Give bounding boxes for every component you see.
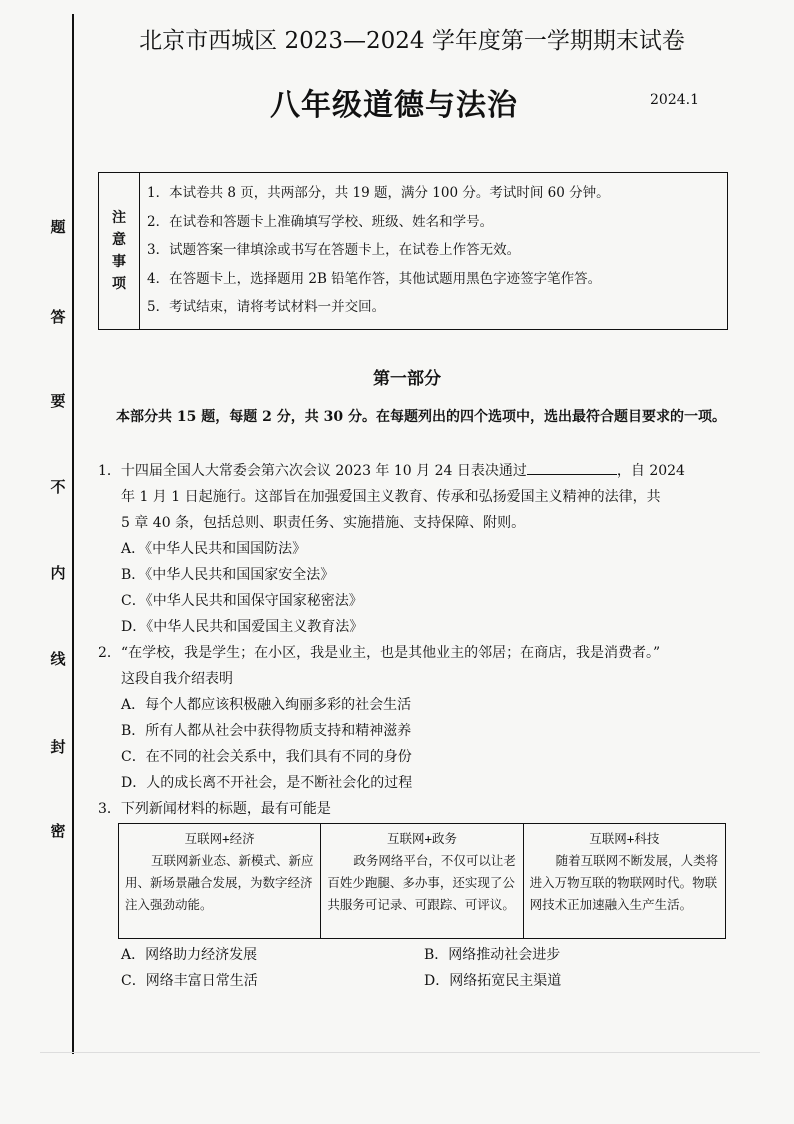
notice-label (99, 173, 140, 329)
question-1-line3: 5 章 40 条，包括总则、职责任务、实施措施、支持保障、附则。 (121, 515, 526, 531)
answer-blank (527, 460, 617, 475)
notice-label-char: 事 (112, 254, 126, 270)
q1-option-b: B．《中华人民共和国国家安全法》 (121, 567, 335, 583)
notice-box (98, 172, 728, 330)
q3-option-c: C．网络丰富日常生活 (121, 973, 258, 989)
part-title: 第一部分 (373, 369, 441, 389)
notice-item: 1．本试卷共 8 页，共两部分，共 19 题，满分 100 分。考试时间 60 分钟。 (147, 185, 610, 201)
news-text: 政务网络平台，不仅可以让老百姓少跑腿、多办事，还实现了公共服务可记录、可跟踪、可评议。 (327, 853, 516, 912)
notice-item: 3．试题答案一律填涂或书写在答题卡上，在试卷上作答无效。 (147, 242, 521, 258)
notice-label-char: 注 (112, 210, 126, 226)
margin-char: 线 (50, 650, 66, 668)
q3-option-b: B．网络推动社会进步 (424, 947, 561, 963)
q1-stem-b: ，自 2024 (616, 463, 685, 479)
notice-label-char: 项 (112, 276, 126, 292)
news-head: 互联网+政务 (386, 831, 457, 846)
question-1-stem (98, 458, 738, 484)
q3-option-d: D．网络拓宽民主渠道 (424, 973, 562, 989)
news-column (524, 824, 725, 938)
exam-title: 北京市西城区 2023—2024 学年度第一学期期末试卷 (139, 28, 685, 54)
q1-option-a: A．《中华人民共和国国防法》 (121, 541, 307, 557)
question-2-line2: 这段自我介绍表明 (121, 671, 233, 687)
news-text: 随着互联网不断发展，人类将进入万物互联的物联网时代。物联网技术正加速融入生产生活。 (529, 853, 719, 912)
news-table (118, 823, 726, 939)
margin-char: 密 (50, 822, 66, 840)
margin-char: 不 (50, 478, 66, 496)
news-column (119, 824, 321, 938)
notice-items (147, 179, 721, 322)
part-instruction: 本部分共 15 题，每题 2 分，共 30 分。在每题列出的四个选项中，选出最符合题目要求的一项。 (116, 409, 726, 425)
question-3-stem: 3．下列新闻材料的标题，最有可能是 (98, 801, 331, 817)
question-1-line2: 年 1 月 1 日起施行。这部旨在加强爱国主义教育、传承和弘扬爱国主义精神的法律，共 (121, 489, 661, 505)
q1-stem-a: 1．十四届全国人大常委会第六次会议 2023 年 10 月 24 日表决通过 (98, 463, 527, 479)
q2-option-b: B．所有人都从社会中获得物质支持和精神滋养 (121, 723, 412, 739)
news-column (321, 824, 523, 938)
footer-divider (40, 1052, 760, 1053)
margin-char: 答 (50, 308, 66, 326)
notice-item: 2．在试卷和答题卡上准确填写学校、班级、姓名和学号。 (147, 213, 494, 230)
q3-option-a: A．网络助力经济发展 (121, 947, 258, 963)
notice-label-char: 意 (112, 232, 126, 248)
margin-char: 内 (50, 564, 66, 582)
notice-item: 4．在答题卡上，选择题用 2B 铅笔作答，其他试题用黑色字迹签字笔作答。 (147, 270, 602, 287)
question-2-stem: 2．“在学校，我是学生；在小区，我是业主，也是其他业主的邻居；在商店，我是消费者。” (98, 645, 661, 661)
margin-char: 封 (50, 738, 66, 756)
margin-char: 题 (50, 218, 66, 236)
q2-option-c: C．在不同的社会关系中，我们具有不同的身份 (121, 749, 412, 765)
q2-option-a: A．每个人都应该积极融入绚丽多彩的社会生活 (121, 697, 412, 713)
binding-line (72, 14, 74, 1054)
news-text: 互联网新业态、新模式、新应用、新场景融合发展，为数字经济注入强劲动能。 (125, 853, 314, 912)
q1-option-c: C．《中华人民共和国保守国家秘密法》 (121, 593, 363, 609)
q1-option-d: D．《中华人民共和国爱国主义教育法》 (121, 619, 364, 635)
q2-option-d: D．人的成长离不开社会，是不断社会化的过程 (121, 775, 413, 791)
notice-item: 5．考试结束，请将考试材料一并交回。 (147, 299, 386, 315)
margin-char: 要 (50, 392, 66, 410)
subject-title: 八年级道德与法治 (270, 88, 518, 123)
exam-date: 2024.1 (650, 92, 699, 108)
news-head: 互联网+经济 (184, 831, 255, 846)
news-head: 互联网+科技 (589, 831, 660, 846)
